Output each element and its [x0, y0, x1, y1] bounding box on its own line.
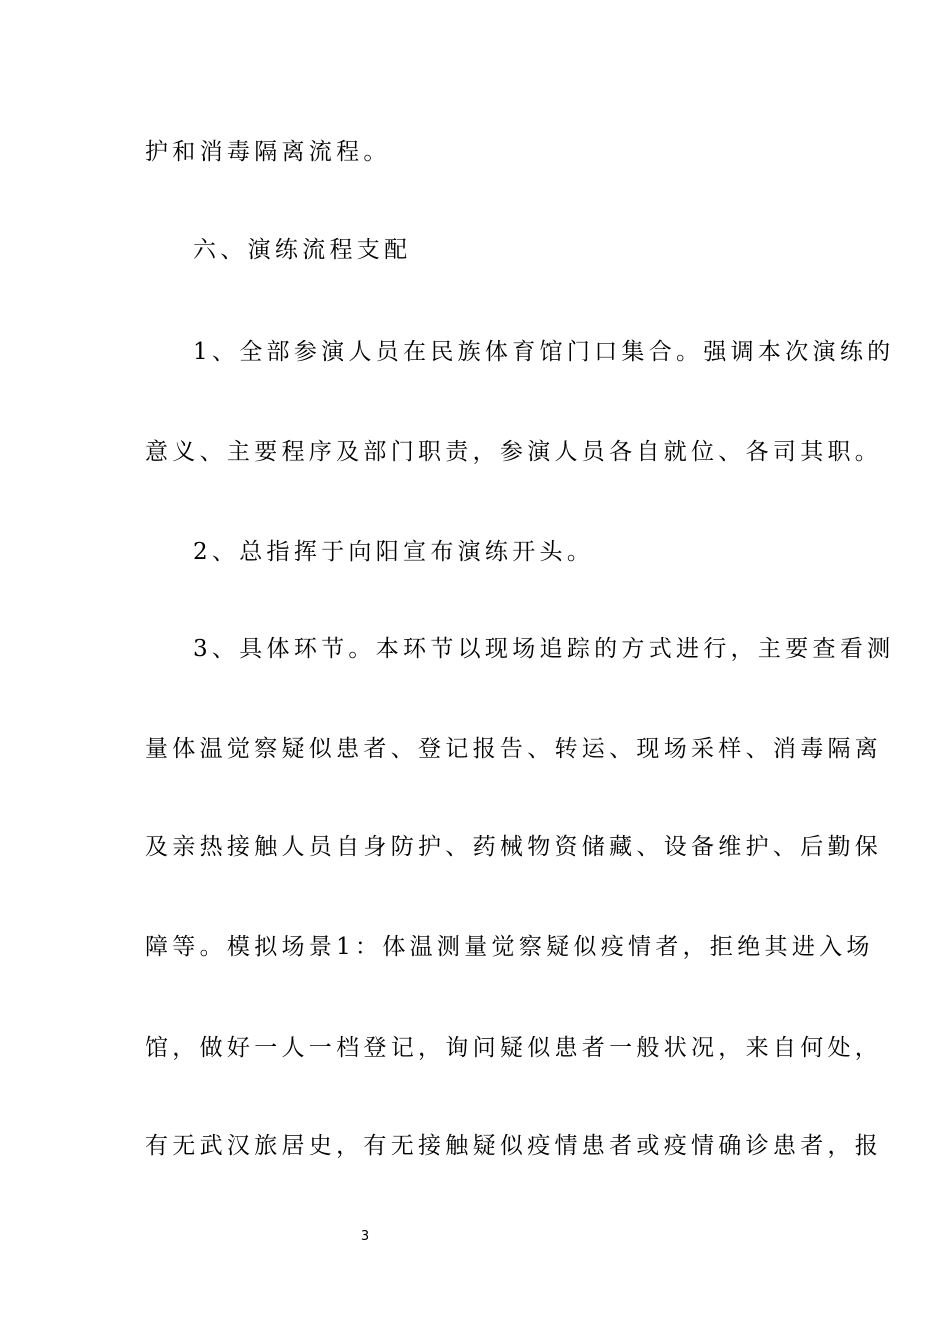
section-heading: 六、演练流程支配 — [193, 237, 412, 263]
paragraph-line-3: 1、全部参演人员在民族体育馆门口集合。强调本次演练的 — [193, 339, 895, 365]
page-number: 3 — [360, 1229, 370, 1244]
paragraph-line-7: 量体温觉察疑似患者、登记报告、转运、现场采样、消毒隔离 — [145, 736, 883, 762]
paragraph-line-4: 意义、主要程序及部门职责，参演人员各自就位、各司其职。 — [145, 439, 883, 465]
paragraph-line-5: 2、总指挥于向阳宣布演练开头。 — [193, 539, 595, 565]
paragraph-line-11: 有无武汉旅居史，有无接触疑似疫情患者或疫情确诊患者，报 — [145, 1133, 883, 1159]
paragraph-line-6: 3、具体环节。本环节以现场追踪的方式进行，主要查看测 — [193, 636, 895, 662]
paragraph-line-10: 馆，做好一人一档登记，询问疑似患者一般状况，来自何处， — [145, 1035, 883, 1061]
paragraph-line-1: 护和消毒隔离流程。 — [145, 139, 391, 165]
paragraph-line-9: 障等。模拟场景1：体温测量觉察疑似疫情者，拒绝其进入场 — [145, 934, 874, 960]
paragraph-line-8: 及亲热接触人员自身防护、药械物资储藏、设备维护、后勤保 — [145, 834, 883, 860]
